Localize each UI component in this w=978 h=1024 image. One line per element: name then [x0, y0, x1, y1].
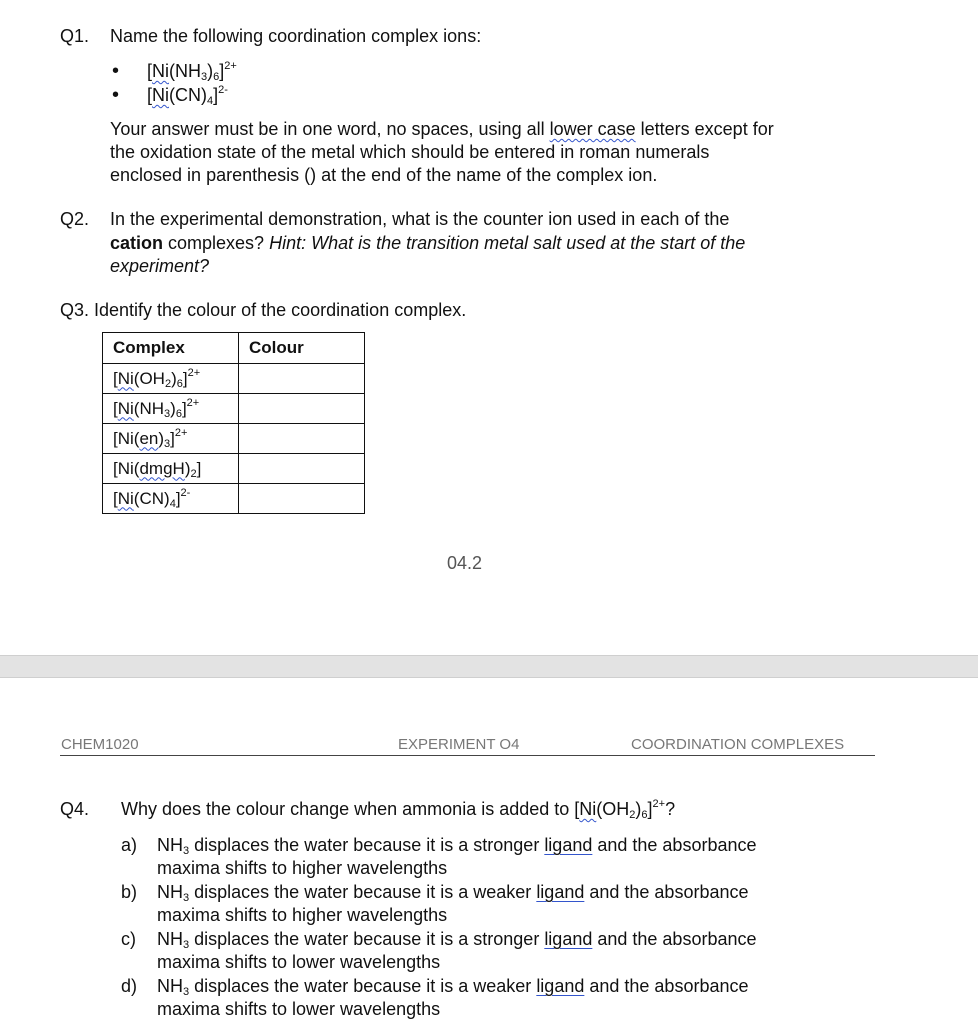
table-row [103, 364, 365, 394]
header-rule [60, 755, 875, 756]
subscript: 2 [629, 809, 636, 821]
table-row [103, 394, 365, 424]
text: NH [157, 835, 183, 855]
spell-mark: Ni [579, 799, 597, 819]
subscript: 6 [641, 809, 648, 821]
text: displaces the water because it is a stronger [189, 835, 545, 855]
spell-mark: Ni [152, 85, 170, 105]
subscript: 2 [164, 377, 172, 390]
spell-mark: ligand [544, 835, 593, 855]
q1-item-1: $[Ni(NH_3)_6]^{2+}$ [147, 60, 237, 83]
text: letters except for [635, 119, 774, 139]
spell-mark: Ni [152, 61, 170, 81]
option-a-label[interactable]: a) [121, 835, 138, 855]
bold-text: cation [110, 233, 164, 253]
table-row [103, 484, 365, 514]
charge: 2+ [224, 60, 237, 72]
option-b-label[interactable]: b) [121, 882, 138, 902]
charge: 2- [180, 486, 191, 499]
subscript: 2 [190, 467, 197, 480]
charge: 2+ [652, 798, 666, 810]
header-colour: Colour [239, 333, 365, 364]
spell-mark: dmgH [139, 458, 185, 478]
q1-prompt: Name the following coordination complex ions: [110, 26, 482, 46]
q1-number: Q1. [60, 26, 90, 46]
subscript: 4 [169, 497, 176, 510]
option-c-line-1 [157, 928, 757, 951]
spell-mark: Ni [117, 398, 134, 418]
option-b-line-1 [157, 881, 749, 904]
text: [ [113, 398, 118, 418]
complex-cell [103, 364, 239, 394]
text: ) [158, 428, 165, 448]
spell-mark: ligand [536, 882, 585, 902]
text: NH [157, 976, 183, 996]
colour-cell[interactable] [239, 424, 365, 454]
text: and the absorbance [584, 882, 749, 902]
text: and the absorbance [584, 976, 749, 996]
q1-instructions-3: enclosed in parenthesis () at the end of the name of the complex ion. [110, 165, 658, 185]
option-d-label[interactable]: d) [121, 976, 138, 996]
option-c-line-2: maxima shifts to lower wavelengths [157, 952, 441, 972]
subscript: 3 [164, 407, 171, 420]
text: (OH [133, 368, 165, 388]
text: ? [665, 799, 676, 819]
header-course: CHEM1020 [61, 736, 139, 753]
q2-number: Q2. [60, 209, 90, 229]
subscript: 3 [183, 845, 190, 857]
text: ] [175, 488, 181, 508]
text: complexes? [163, 233, 270, 253]
option-a-line-2: maxima shifts to higher wavelengths [157, 858, 448, 878]
q2-line-1: In the experimental demonstration, what is the counter ion used in each of the [110, 209, 730, 229]
option-c-label[interactable]: c) [121, 929, 136, 949]
header-complex: Complex [103, 333, 239, 364]
text: [ [113, 488, 118, 508]
option-b-line-2: maxima shifts to higher wavelengths [157, 905, 448, 925]
colour-cell[interactable] [239, 484, 365, 514]
subscript: 3 [164, 437, 171, 450]
charge: 2+ [187, 366, 201, 379]
subscript: 3 [183, 939, 190, 951]
q3-prompt: Q3. Identify the colour of the coordination complex. [60, 300, 467, 320]
subscript: 4 [207, 95, 214, 107]
bracket: ] [219, 61, 225, 81]
table-row [103, 454, 365, 484]
q1-instructions-1 [110, 118, 774, 141]
charge: 2+ [174, 426, 188, 439]
colour-table [102, 332, 365, 514]
text: ) [184, 458, 191, 478]
subscript: 6 [175, 407, 182, 420]
bullet-icon: • [112, 84, 120, 106]
charge: 2+ [186, 396, 200, 409]
text: ] [181, 398, 187, 418]
text: NH [157, 882, 183, 902]
colour-cell[interactable] [239, 394, 365, 424]
q2-hint-2: experiment? [110, 256, 210, 276]
spell-mark: ligand [536, 976, 585, 996]
colour-cell[interactable] [239, 364, 365, 394]
subscript: 3 [183, 986, 190, 998]
option-d-line-2: maxima shifts to lower wavelengths [157, 999, 441, 1019]
q4-number: Q4. [60, 799, 90, 819]
complex-cell [103, 424, 239, 454]
text: [Ni( [113, 428, 140, 448]
colour-cell[interactable] [239, 454, 365, 484]
text: NH [157, 929, 183, 949]
q4-prompt [121, 798, 675, 821]
table-header-row [103, 333, 365, 364]
page-break [0, 655, 978, 678]
text: Your answer must be in one word, no spaces, using all [110, 119, 550, 139]
subscript: 6 [213, 71, 220, 83]
text: Why does the colour change when ammonia is added to [ [121, 799, 580, 819]
hint-text: Hint: What is the transition metal salt used at the start of the [269, 233, 746, 253]
q1-instructions-2: the oxidation state of the metal which should be entered in roman numerals [110, 142, 710, 162]
text: (CN) [133, 488, 170, 508]
spell-mark: ligand [544, 929, 593, 949]
complex-cell [103, 454, 239, 484]
spell-mark: Ni [117, 368, 134, 388]
text: (OH [596, 799, 630, 819]
text: and the absorbance [592, 929, 757, 949]
bracket: ] [213, 85, 219, 105]
text: ] [647, 799, 653, 819]
option-a-line-1 [157, 834, 757, 857]
text: ] [196, 458, 202, 478]
text: ] [182, 368, 188, 388]
text: ) [635, 799, 642, 819]
charge: 2- [218, 84, 228, 96]
bullet-icon: • [112, 60, 120, 82]
spell-mark: lower case [549, 119, 636, 139]
header-topic: COORDINATION COMPLEXES [631, 736, 845, 753]
spell-mark: Ni [117, 488, 134, 508]
q1-item-1-paren: ) [207, 61, 214, 81]
subscript: 6 [176, 377, 183, 390]
spell-mark: en [139, 428, 159, 448]
text: [Ni( [113, 458, 140, 478]
text: (NH [133, 398, 165, 418]
q2-line-2 [110, 232, 745, 255]
table-row [103, 424, 365, 454]
text: ) [170, 398, 176, 418]
subscript: 3 [183, 892, 190, 904]
text: ] [170, 428, 175, 448]
q1-item-1-part: (NH [169, 61, 202, 81]
text: displaces the water because it is a weaker [189, 882, 537, 902]
text: displaces the water because it is a weaker [189, 976, 537, 996]
header-experiment: EXPERIMENT O4 [398, 736, 520, 753]
text: displaces the water because it is a stronger [189, 929, 545, 949]
text: and the absorbance [592, 835, 757, 855]
complex-cell [103, 394, 239, 424]
text: [ [113, 368, 118, 388]
q1-item-2: $[Ni(CN)_4]^{2-}$ [147, 84, 228, 107]
option-d-line-1 [157, 975, 749, 998]
q1-item-2-part: (CN) [169, 85, 208, 105]
text: ) [171, 368, 177, 388]
complex-cell [103, 484, 239, 514]
page-number: 04.2 [447, 553, 483, 573]
subscript: 3 [201, 71, 208, 83]
